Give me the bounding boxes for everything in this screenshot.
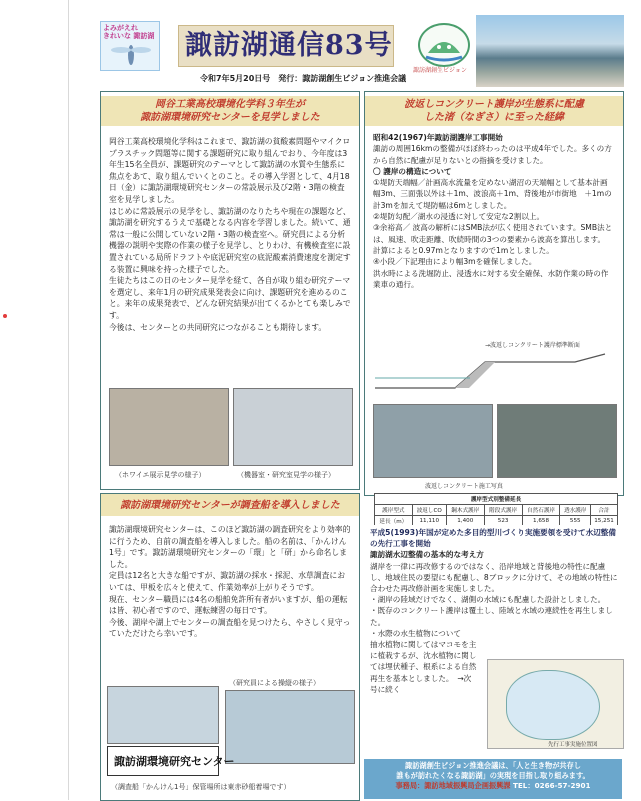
footer-line1: 諏訪湖創生ビジョン推進会議は、「人と生き物が共存し [405, 761, 581, 770]
footer-contact [364, 781, 622, 791]
footer-banner [364, 759, 622, 799]
article2-paragraph: 諏訪湖環境研究センターは、このほど諏訪湖の調査研究をより効率的に行うため、自前の調査船を導入しました。船の名前は、「かんけん1号」です。諏訪湖環境研究センターの「環」と「研」から命名しました。 [109, 525, 351, 569]
photo-foyer [109, 388, 229, 466]
article2-body [109, 524, 351, 640]
photo-lab [233, 388, 353, 466]
stats-title: 護岸型式別整備延長 [375, 494, 618, 505]
footer-office: 事務局：諏訪地域振興局企画振興課 [395, 781, 511, 790]
article3-body [373, 132, 615, 290]
footer-tel[interactable]: TEL：0266-57-2901 [512, 781, 591, 790]
article3-heading-line2: した渚（なぎさ）に至った経緯 [424, 112, 564, 123]
page-title: 諏訪湖通信83号 [185, 30, 393, 61]
stats-header: 護岸型式 [375, 505, 413, 516]
seawall-cross-section-diagram [375, 348, 613, 398]
stats-header: 自然石護岸 [522, 505, 560, 516]
stats-cell: 523 [484, 516, 522, 527]
article4-line: 湖岸を一律に再改修するのではなく、沿岸地域と背後地の特性に配慮し、地域住民の要望にも配慮し、8ブロックに分けて、その地域の特性に合わせた再改修計画を実施しました。 [370, 561, 618, 594]
article1-heading-line1: 岡谷工業高校環境化学科３年生が [155, 99, 305, 110]
stats-cell: 15,251 [591, 516, 618, 527]
boat-nameplate [107, 746, 235, 776]
footer-line2: 誰もが訪れたくなる諏訪湖」の実現を目指し取り組みます。 [396, 771, 590, 780]
vision-logo-icon [418, 23, 470, 67]
article3-line: ①堤防天端幅／計画高水流量を定めない湖沼の天端幅として基本計画幅3m、三面張以外は＋1m、波浪高＋1m、背後地が市街地 ＋1mの計3mを加えて堤防幅は6mとしました。 [373, 178, 612, 210]
article3-heading [365, 98, 623, 124]
stats-header: 波返しCO [412, 505, 446, 516]
article3-heading-line1: 波返しコンクリート護岸が生態系に配慮 [404, 99, 584, 110]
photo-caption: 波返しコンクリート施工写真 [425, 483, 503, 490]
article3-line: 昭和42(1967)年諏訪湖護岸工事開始 [373, 133, 503, 142]
article2-paragraph: 定員は12名と大きな船ですが、諏訪湖の採水・採泥、水草調査においては、甲板を広々と使えて、作業効率が上がりそうです。 [109, 571, 346, 592]
caption-lab: （機器室・研究室見学の様子） [237, 471, 335, 479]
red-dot-marker [3, 314, 7, 318]
article1-paragraph: はじめに常設展示の見学をし、諏訪湖のなりたちや現在の課題など、諏訪湖を研究するうえで基礎となる内容を学習しました。続いて、通常は一般に公開していない2階・3階の検査室へ。研究員による分析機器の説明や実際の作業の様子を見学し、とりわけ、有機検査室に設置されている局所ドラフトや底泥研究室の底泥酸素消費速度を測定する装置に興味を持った様子でした。 [109, 206, 351, 274]
work-location-map [487, 659, 624, 749]
left-margin [0, 0, 69, 800]
article4-line: 抽水植物に関してはマコモを主に植栽するが、沈水植物に関しては埋伏種子、根系による自然再生を基本としました。 →次号に続く [370, 640, 477, 694]
stats-cell: 11,110 [412, 516, 446, 527]
article1-paragraph: 生徒たちはこの日のセンター見学を経て、各自が取り組む研究テーマを選定し、来年1月の研究成果発表会に向け、課題研究を進めるのこと。来年の成果発表で、どんな研究結果が出てくるかとても楽しみです。 [109, 276, 351, 320]
article-school-visit [100, 91, 360, 490]
article1-paragraph: 今後は、センターとの共同研究につながることも期待します。 [109, 322, 327, 332]
article3-line: 諏訪の周囲16kmの整備がほぼ終わったのは平成4年でした。多くの方から自然に配慮が足りないとの指摘を受けました。 [373, 144, 612, 165]
article-seawall-history [364, 91, 624, 496]
article-research-boat [100, 493, 360, 801]
article3-line: 〇 護岸の構造について [373, 166, 452, 176]
photo-construction-2 [497, 404, 617, 478]
seawall-stats-table [374, 493, 618, 527]
article3-line: ②堤防勾配／湖水の浸透に対して安定な2割以上。 [373, 212, 545, 222]
lake-shape [506, 670, 600, 740]
mascot-text: よみがえれ きれいな 諏訪湖 [103, 24, 155, 40]
photo-construction-1 [373, 404, 493, 478]
stats-cell: 1,658 [522, 516, 560, 527]
stats-header: 透水護岸 [560, 505, 591, 516]
map-caption: 先行工事実施位置図 [548, 742, 598, 748]
issue-line: 令和7年5月20日号 発行：諏訪湖創生ビジョン推進会議 [200, 74, 407, 83]
article3-line: 洪水時による洗堀防止、浸透水に対する安全確保、水防作業の時の作業車の通行。 [373, 268, 609, 289]
article3-line: ④小段／下記理由により幅3mを確保しました。 [373, 257, 537, 267]
newsletter-page [94, 13, 624, 799]
caption-training: （研究員による操縦の様子） [229, 679, 320, 687]
caption-storage: （調査船「かんけん1号」保管場所は東赤砂船着場です） [111, 783, 291, 791]
article1-body [109, 136, 351, 333]
article2-paragraph: 現在、センター職員には4名の船舶免許所有者がいますが、船の運転は皆、初心者ですので、運転練習の毎日です。 [109, 594, 348, 616]
stats-cell: 555 [560, 516, 591, 527]
diagram-label: →波返しコンクリート護岸標準断面 [485, 342, 580, 349]
article1-heading [101, 98, 359, 124]
title-banner [178, 25, 394, 67]
article4-line: 諏訪湖水辺整備の基本的な考え方 [370, 550, 484, 560]
lake-photo [476, 15, 624, 87]
article2-paragraph: 今後、湖岸や湖上でセンターの調査船を見つけたら、やさしく見守っていただけたら幸いです。 [109, 617, 351, 639]
photo-training [225, 690, 355, 764]
stats-header: 合計 [591, 505, 618, 516]
article4-line: ・湖岸の陸域だけでなく、湖側の水域にも配慮した設計としました。 [370, 595, 606, 605]
article4-line: ・既存のコンクリート護岸は覆土し、陸域と水域の連続性を再生しました。 [370, 606, 613, 627]
caption-foyer: （ホワイエ展示見学の様子） [115, 471, 206, 479]
logo-caption: 諏訪湖創生ビジョン [413, 67, 467, 74]
nameplate-text: 諏訪湖環境研究センター [114, 755, 235, 768]
stats-header: 鋼木式護岸 [446, 505, 484, 516]
dragonfly-icon [101, 22, 159, 70]
stats-cell: 1,400 [446, 516, 484, 527]
article1-paragraph: 岡谷工業高校環境化学科はこれまで、諏訪湖の貧酸素問題やマイクロプラスチック問題等に関する課題研究に取り組んでおり、今年度は3年生15名全員が、課題研究のテーマとして諏訪湖の水質や生態系に焦点をあて、取り組んでいくとのこと。その導入学習として、4月18日（金）に諏訪湖環境研究センターの常設展示及び2階・3階の検査室を見学しました。 [109, 137, 351, 204]
mascot-badge [100, 21, 160, 71]
photo-boat [107, 686, 219, 744]
stats-cell: 延長（m） [375, 516, 413, 527]
article4-heading: 平成5(1993)年国が定めた多目的型川づくり実施要領を受けて水辺整備の先行工事を開始 [370, 528, 616, 549]
article2-heading: 諏訪湖環境研究センターが調査船を導入しました [120, 500, 340, 511]
article1-heading-line2: 諏訪湖環境研究センターを見学しました [140, 112, 320, 123]
article3-line: 計算によると0.97mとなりますので1mとしました。 [373, 245, 554, 255]
article4-line: ・水際の水生植物について [370, 628, 461, 638]
article3-line: ③余裕高／ 波高の解析にはSMB法が広く使用されています。SMB法とは、風速、吹走距離、吹続時間の3つの要素から波高を算出します。 [373, 223, 613, 244]
stats-header: 階段式護岸 [484, 505, 522, 516]
